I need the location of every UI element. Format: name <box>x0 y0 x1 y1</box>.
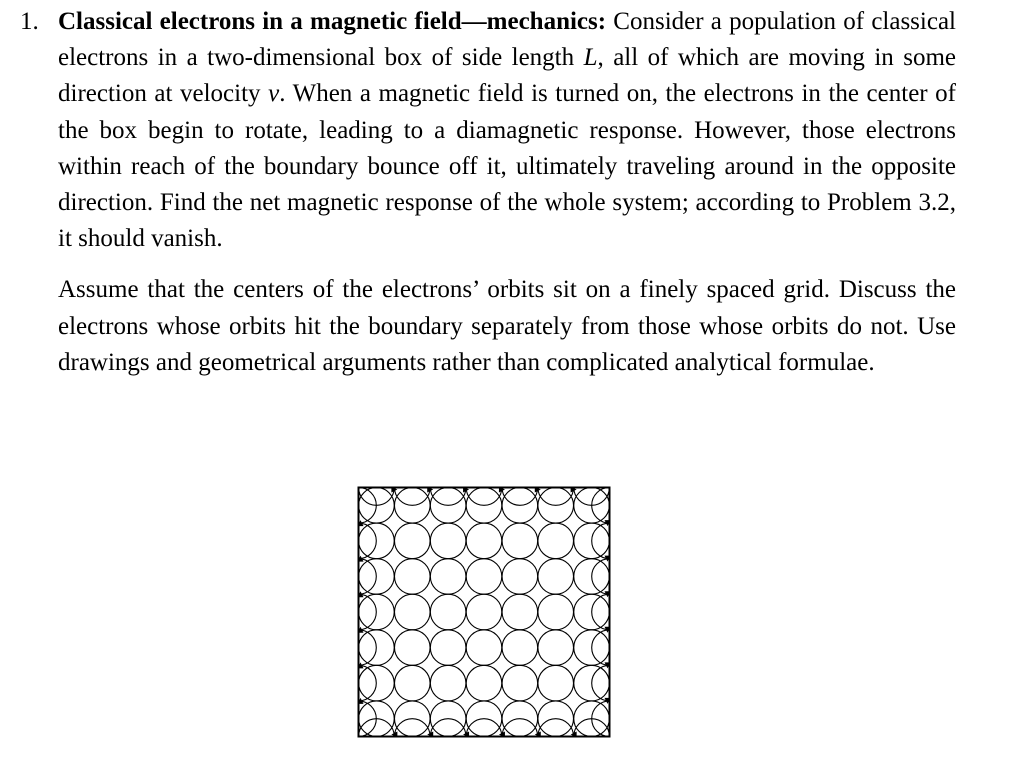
problem-1 <box>20 4 960 381</box>
var-L: L <box>583 44 598 72</box>
statement-text-1: Consider a population of classical electrons in a two-dimensional box of side length <box>58 8 956 72</box>
problem-statement <box>58 4 956 257</box>
statement-text-2: , all of which are moving in some direction at velocity <box>58 44 956 108</box>
electron-orbits-figure <box>357 486 611 738</box>
figure-background <box>357 486 611 738</box>
var-v: v <box>268 80 280 108</box>
problem-hint: Assume that the centers of the electrons’ orbits sit on a finely spaced grid. Discuss the electrons whose orbits hit the boundary separately from those whose orbits do not. Use drawings and geometrical arguments rather than complicated analytical formulae. <box>58 276 956 376</box>
problem-title: Classical electrons in a magnetic field—mechanics: <box>58 8 607 35</box>
problem-number: 1. <box>20 8 39 35</box>
statement-text-3: . When a magnetic field is turned on, the electrons in the center of the box begin to rotate, leading to a diamagnetic response. However, those electrons within reach of the boundary bounce off it, ultimately traveling around in the opposite direction. Find the net magnetic response of the whole system; according to Problem 3.2, it should vanish. <box>58 80 957 253</box>
orbit-diagram <box>357 486 611 738</box>
